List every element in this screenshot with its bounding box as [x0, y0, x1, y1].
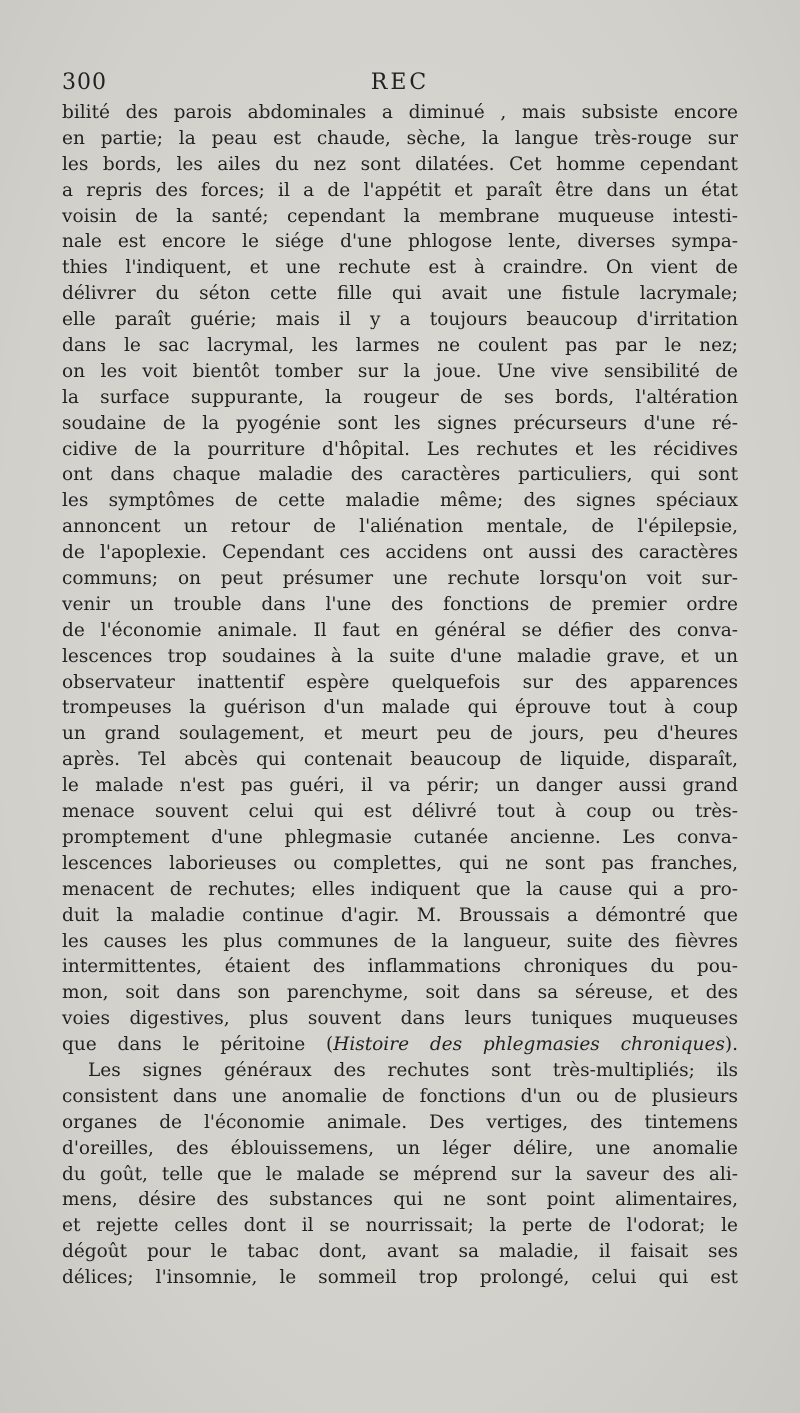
text-line: voisin de la santé; cependant la membrane muqueuse intesti-: [62, 205, 738, 227]
text-line: d'oreilles, des éblouissemens, un léger délire, une anomalie: [62, 1137, 738, 1159]
page-header: [62, 70, 738, 100]
text-line: un grand soulagement, et meurt peu de jours, peu d'heures: [62, 723, 738, 745]
text-line: menacent de rechutes; elles indiquent que la cause qui a pro-: [62, 878, 738, 900]
text-line: et rejette celles dont il se nourrissait; la perte de l'odorat; le: [62, 1215, 738, 1237]
text-line: mon, soit dans son parenchyme, soit dans sa séreuse, et des: [62, 982, 738, 1004]
text-line: lescences trop soudaines à la suite d'une maladie grave, et un: [62, 645, 738, 667]
text-line: duit la maladie continue d'agir. M. Broussais a démontré que: [62, 904, 738, 926]
text-line: ont dans chaque maladie des caractères particuliers, qui sont: [62, 464, 738, 486]
text-line: lescences laborieuses ou complettes, qui ne sont pas franches,: [62, 852, 738, 874]
text-line: délices; l'insomnie, le sommeil trop prolongé, celui qui est: [62, 1267, 738, 1289]
body-text: [62, 100, 738, 1291]
text-line: bilité des parois abdominales a diminué , mais subsiste encore: [62, 102, 738, 123]
text-line: la surface suppurante, la rougeur de ses bords, l'altération: [62, 386, 738, 408]
text-line: de l'économie animale. Il faut en général se défier des conva-: [62, 619, 738, 641]
text-line: en partie; la peau est chaude, sèche, la langue très-rouge sur: [62, 127, 738, 149]
text-line: a repris des forces; il a de l'appétit et paraît être dans un état: [62, 179, 738, 201]
text-line: intermittentes, étaient des inflammations chroniques du pou-: [62, 956, 738, 978]
text-line: les symptômes de cette maladie même; des signes spéciaux: [62, 490, 738, 512]
text-line: organes de l'économie animale. Des vertiges, des tintemens: [62, 1111, 738, 1133]
text-line: mens, désire des substances qui ne sont point alimentaires,: [62, 1189, 738, 1211]
text-line: délivrer du séton cette fille qui avait une fistule lacrymale;: [62, 283, 738, 305]
page-number: 300: [62, 70, 107, 95]
book-title-citation: Histoire des phlegmasies chroniques: [333, 1034, 725, 1056]
text-line: menace souvent celui qui est délivré tout à coup ou très-: [62, 801, 738, 823]
text-line: le malade n'est pas guéri, il va périr; un danger aussi grand: [62, 775, 738, 797]
text-line: on les voit bientôt tomber sur la joue. Une vive sensibilité de: [62, 360, 738, 382]
text-line: dégoût pour le tabac dont, avant sa maladie, il faisait ses: [62, 1241, 738, 1263]
text-line: nale est encore le siége d'une phlogose lente, diverses sympa-: [62, 231, 738, 253]
text-line: observateur inattentif espère quelquefois sur des apparences: [62, 671, 738, 693]
citation-before: que dans le péritoine (: [62, 1034, 334, 1056]
text-line: consistent dans une anomalie de fonctions d'un ou de plusieurs: [62, 1085, 738, 1107]
text-line: venir un trouble dans l'une des fonctions de premier ordre: [62, 593, 738, 615]
text-line: voies digestives, plus souvent dans leurs tuniques muqueuses: [62, 1008, 738, 1030]
citation-after: ).: [724, 1034, 738, 1056]
text-line: annoncent un retour de l'aliénation mentale, de l'épilepsie,: [62, 516, 738, 538]
text-line: les bords, les ailes du nez sont dilatées. Cet homme cependant: [62, 153, 738, 175]
text-line: les causes les plus communes de la langueur, suite des fièvres: [62, 930, 738, 952]
text-line: soudaine de la pyogénie sont les signes précurseurs d'une ré-: [62, 412, 738, 434]
text-line: promptement d'une phlegmasie cutanée ancienne. Les conva-: [62, 826, 738, 848]
text-line: elle paraît guérie; mais il y a toujours beaucoup d'irritation: [62, 309, 738, 331]
running-head: REC: [370, 70, 430, 95]
citation-line: [62, 1032, 738, 1058]
text-line: du goût, telle que le malade se méprend sur la saveur des ali-: [62, 1163, 738, 1185]
text-line: de l'apoplexie. Cependant ces accidens ont aussi des caractères: [62, 542, 738, 564]
text-line: thies l'indiquent, et une rechute est à craindre. On vient de: [62, 257, 738, 279]
text-line: cidive de la pourriture d'hôpital. Les rechutes et les récidives: [62, 438, 738, 460]
text-line: dans le sac lacrymal, les larmes ne coulent pas par le nez;: [62, 335, 738, 357]
paragraph-start-line: Les signes généraux des rechutes sont très-multipliés; ils: [88, 1059, 738, 1081]
text-line: trompeuses la guérison d'un malade qui éprouve tout à coup: [62, 697, 738, 719]
text-line: communs; on peut présumer une rechute lorsqu'on voit sur-: [62, 568, 738, 590]
text-line: après. Tel abcès qui contenait beaucoup de liquide, disparaît,: [62, 749, 738, 771]
